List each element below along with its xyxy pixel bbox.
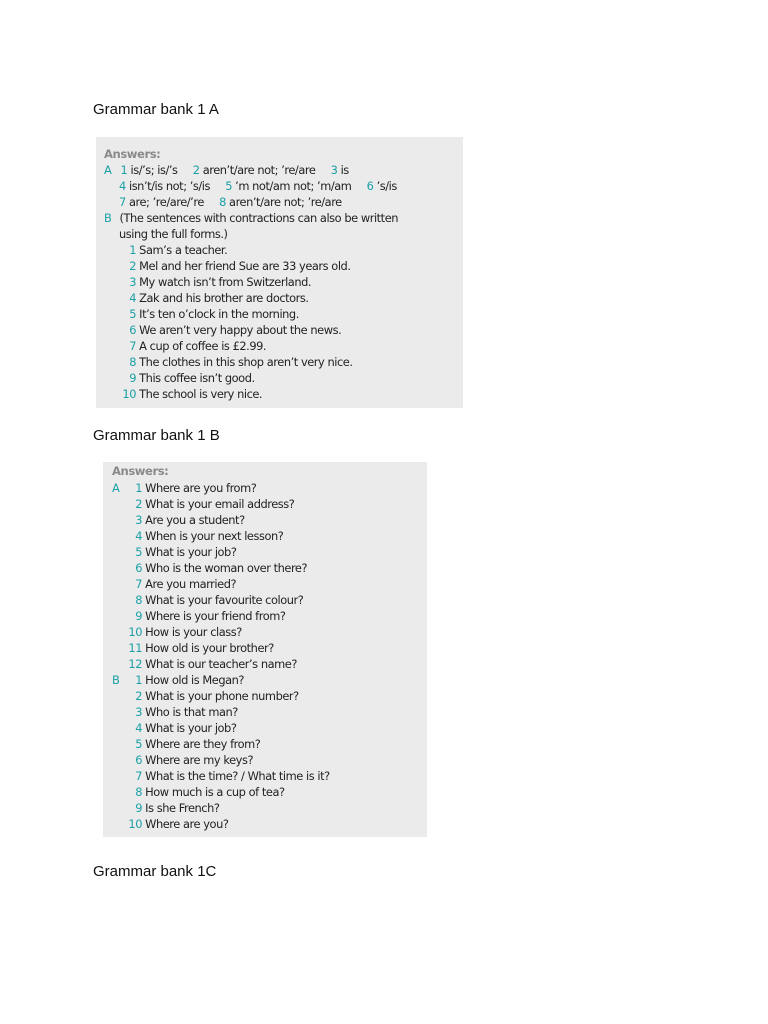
answer-row-b-3 (125, 705, 238, 719)
answer-row-a-12 (125, 657, 297, 671)
answer-text: Where is your friend from? (145, 609, 286, 623)
item-number: 8 (129, 355, 136, 369)
answer-row-a-3 (125, 513, 245, 527)
item-number: 8 (219, 195, 226, 209)
item-number: 3 (330, 163, 338, 177)
answer-text: When is your next lesson? (145, 529, 284, 543)
answer-row-b-5 (125, 737, 260, 751)
answer-text: ’m not/am not; ’m/am (235, 179, 352, 193)
answer-text: are; ’re/are/’re (128, 195, 204, 209)
answer-text: Where are you from? (145, 481, 257, 495)
item-number: 2 (192, 163, 200, 177)
item-number: 6 (135, 561, 142, 575)
answer-row-a-7 (125, 577, 236, 591)
item-number: 7 (135, 577, 142, 591)
answer-text: Where are you? (145, 817, 229, 831)
answer-row-b-2 (125, 689, 299, 703)
answers-label: Answers: (104, 147, 161, 161)
answer-row-b-1 (125, 673, 244, 687)
answer-row-b-9 (125, 801, 219, 815)
answer-row-b-6 (119, 323, 341, 337)
item-number: 5 (225, 179, 232, 193)
answer-row-a-5 (125, 545, 236, 559)
answers-box-1a (96, 137, 463, 408)
note-text: (The sentences with contractions can also be written (119, 211, 399, 225)
answer-row-b-8 (119, 355, 353, 369)
item-number: 6 (366, 179, 374, 193)
answer-row-b-9 (119, 371, 255, 385)
answer-text: How is your class? (145, 625, 242, 639)
answer-row-a-1 (125, 481, 256, 495)
section-label-a: A (112, 481, 120, 495)
answer-text: is/’s; is/’s (130, 163, 178, 177)
answer-row-b-3 (119, 275, 311, 289)
answer-row-b-6 (125, 753, 253, 767)
answer-row-b-4 (119, 291, 309, 305)
answer-text: It’s ten o’clock in the morning. (139, 307, 299, 321)
item-number: 9 (135, 801, 142, 815)
answer-text: The clothes in this shop aren’t very nice. (139, 355, 353, 369)
item-number: 3 (135, 513, 142, 527)
answer-row-b-2 (119, 259, 351, 273)
answers-box-1b (103, 462, 427, 837)
item-number: 4 (135, 529, 142, 543)
section-b-note-continued: using the full forms.) (119, 227, 228, 241)
answer-text: Are you a student? (145, 513, 245, 527)
item-number: 2 (129, 259, 136, 273)
answer-text: We aren’t very happy about the news. (139, 323, 342, 337)
answer-row-a-6 (125, 561, 307, 575)
answer-text: How much is a cup of tea? (145, 785, 285, 799)
answer-text: What is your phone number? (145, 689, 299, 703)
answer-row-a-3 (119, 195, 342, 209)
answer-text: Who is that man? (145, 705, 238, 719)
answer-text: Who is the woman over there? (145, 561, 308, 575)
item-number: 8 (135, 785, 142, 799)
answer-text: is (340, 163, 349, 177)
answer-text: This coffee isn’t good. (139, 371, 255, 385)
answer-row-a-1 (104, 163, 349, 177)
answer-text: How old is Megan? (145, 673, 245, 687)
section-label-b: B (112, 673, 120, 687)
heading-grammar-bank-1a: Grammar bank 1 A (93, 101, 219, 118)
section-b-note (104, 211, 398, 225)
answers-label: Answers: (112, 464, 169, 478)
item-number: 1 (129, 243, 136, 257)
item-number: 5 (135, 737, 142, 751)
item-number: 1 (135, 673, 142, 687)
answer-text: My watch isn’t from Switzerland. (139, 275, 312, 289)
item-number: 7 (135, 769, 142, 783)
item-number: 9 (129, 371, 136, 385)
item-number: 7 (129, 339, 136, 353)
item-number: 10 (122, 387, 136, 401)
item-number: 3 (129, 275, 136, 289)
section-label-a: A (104, 163, 112, 177)
item-number: 11 (128, 641, 142, 655)
answer-row-a-4 (125, 529, 283, 543)
item-number: 5 (129, 307, 136, 321)
answer-row-b-10 (119, 387, 262, 401)
item-number: 1 (120, 163, 128, 177)
item-number: 6 (135, 753, 142, 767)
section-label-b: B (104, 211, 112, 225)
item-number: 4 (119, 179, 126, 193)
answer-text: What is your email address? (145, 497, 295, 511)
answer-row-b-8 (125, 785, 285, 799)
answer-row-b-10 (125, 817, 228, 831)
answer-row-a-8 (125, 593, 303, 607)
heading-grammar-bank-1c: Grammar bank 1C (93, 863, 217, 880)
answer-text: Are you married? (145, 577, 237, 591)
answer-text: What is the time? / What time is it? (145, 769, 330, 783)
answer-text: Where are they from? (145, 737, 261, 751)
answer-row-a-11 (125, 641, 274, 655)
answer-row-b-1 (119, 243, 227, 257)
item-number: 12 (128, 657, 142, 671)
item-number: 4 (129, 291, 136, 305)
item-number: 8 (135, 593, 142, 607)
answer-text: ’s/is (376, 179, 397, 193)
heading-grammar-bank-1b: Grammar bank 1 B (93, 427, 220, 444)
answer-row-b-4 (125, 721, 236, 735)
answer-text: A cup of coffee is £2.99. (139, 339, 267, 353)
item-number: 7 (119, 195, 126, 209)
answer-text: What is your job? (145, 545, 237, 559)
item-number: 2 (135, 497, 142, 511)
item-number: 3 (135, 705, 142, 719)
item-number: 5 (135, 545, 142, 559)
item-number: 9 (135, 609, 142, 623)
answer-row-a-2 (119, 179, 397, 193)
item-number: 4 (135, 721, 142, 735)
answer-row-a-9 (125, 609, 285, 623)
answer-row-a-10 (125, 625, 242, 639)
answer-text: Sam’s a teacher. (139, 243, 228, 257)
answer-row-b-5 (119, 307, 299, 321)
item-number: 10 (128, 817, 142, 831)
answer-text: Where are my keys? (145, 753, 254, 767)
item-number: 10 (128, 625, 142, 639)
answer-text: How old is your brother? (145, 641, 274, 655)
answer-text: What is your job? (145, 721, 237, 735)
answer-text: Mel and her friend Sue are 33 years old. (139, 259, 351, 273)
answer-row-b-7 (119, 339, 266, 353)
item-number: 1 (135, 481, 142, 495)
answer-row-b-7 (125, 769, 330, 783)
answer-text: What is our teacher’s name? (145, 657, 297, 671)
answer-text: What is your favourite colour? (145, 593, 304, 607)
answer-text: aren’t/are not; ’re/are (202, 163, 316, 177)
answer-text: Zak and his brother are doctors. (139, 291, 309, 305)
answer-text: isn’t/is not; ’s/is (128, 179, 211, 193)
answer-text: The school is very nice. (139, 387, 263, 401)
item-number: 2 (135, 689, 142, 703)
answer-row-a-2 (125, 497, 294, 511)
answer-text: aren’t/are not; ’re/are (229, 195, 342, 209)
answer-text: Is she French? (145, 801, 220, 815)
item-number: 6 (129, 323, 136, 337)
